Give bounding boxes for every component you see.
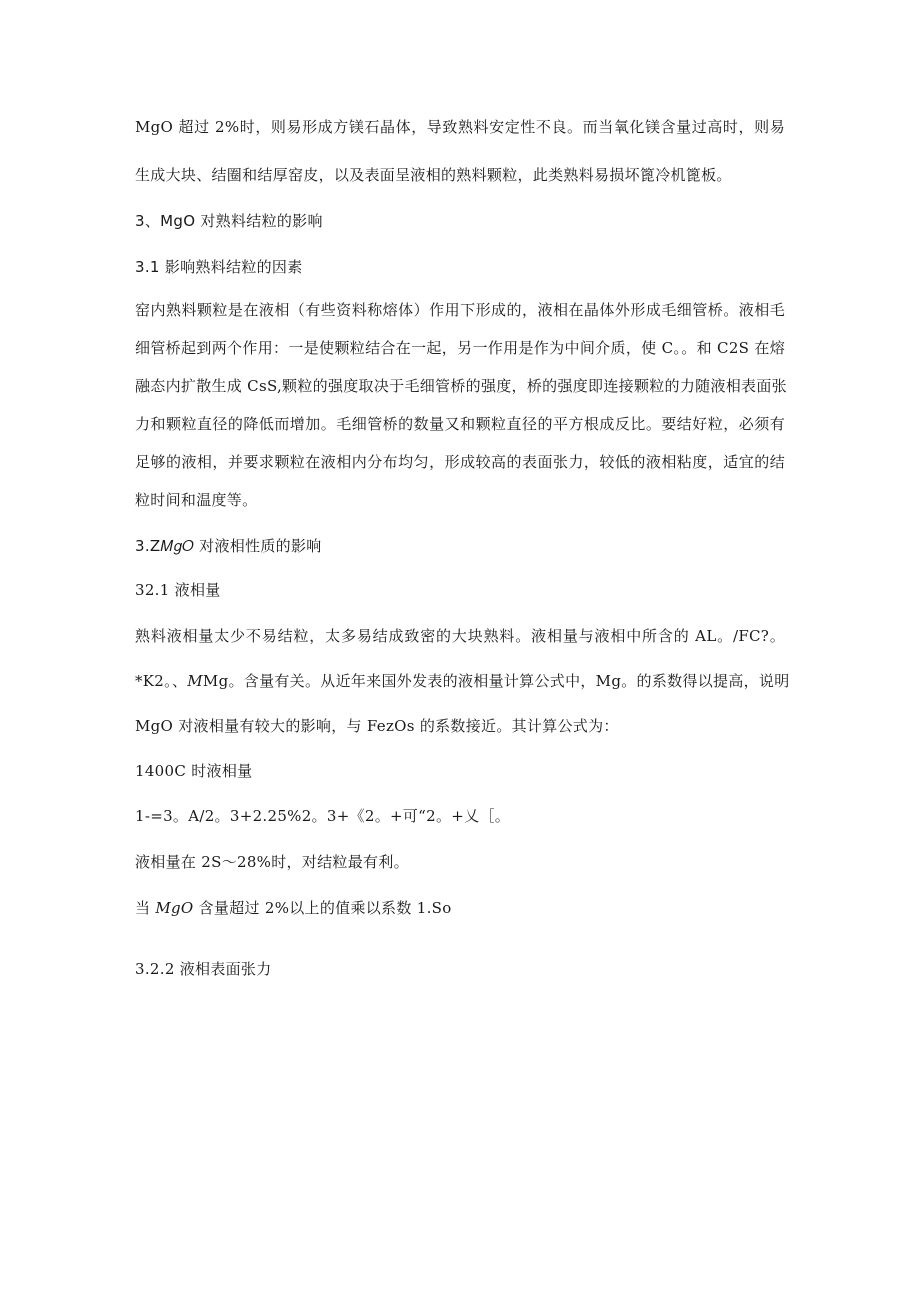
paragraph-line: 粒时间和温度等。 — [135, 491, 258, 509]
paragraph-line: 融态内扩散生成 CsS,颗粒的强度取决于毛细管桥的强度，桥的强度即连接颗粒的力随液相表面张 — [135, 377, 787, 395]
paragraph-line: 1400C 时液相量 — [135, 762, 253, 780]
paragraph-line: 足够的液相，并要求颗粒在液相内分布均匀，形成较高的表面张力，较低的液相粘度，适宜的结 — [135, 453, 785, 471]
paragraph-line: *K2。、𝑀Mg。含量有关。从近年来国外发表的液相量计算公式中，Mg。的系数得以提高，说明 — [135, 672, 790, 690]
paragraph-line: MgO 超过 2%时，则易形成方镁石晶体，导致熟料安定性不良。而当氧化镁含量过高时，则易 — [135, 118, 785, 136]
paragraph-line: 细管桥起到两个作用：一是使颗粒结合在一起，另一作用是作为中间介质，使 C。。和 C2S 在熔 — [135, 339, 785, 357]
subsection-heading: 3.Z𝑀𝑔𝑂 对液相性质的影响 — [135, 537, 322, 555]
paragraph-line: 熟料液相量太少不易结粒，太多易结成致密的大块熟料。液相量与液相中所含的 AL。/FC?。 — [135, 627, 785, 645]
paragraph-line: 当 𝑀𝑔𝑂 含量超过 2%以上的值乘以系数 1.So — [135, 899, 452, 917]
section-heading: 3、MgO 对熟料结粒的影响 — [135, 212, 323, 230]
paragraph-line: 生成大块、结圈和结厚窑皮，以及表面呈液相的熟料颗粒，此类熟料易损坏篦冷机篦板。 — [135, 166, 732, 184]
paragraph-line: 力和颗粒直径的降低而增加。毛细管桥的数量又和颗粒直径的平方根成反比。要结好粒，必须有 — [135, 415, 785, 433]
paragraph-line: 窑内熟料颗粒是在液相（有些资料称熔体）作用下形成的，液相在晶体外形成毛细管桥。液相毛 — [135, 301, 785, 319]
paragraph-line: 液相量在 2S〜28%时，对结粒最有利。 — [135, 853, 409, 871]
paragraph-line: MgO 对液相量有较大的影响，与 FezOs 的系数接近。其计算公式为： — [135, 717, 619, 735]
subsection-heading: 32.1 液相量 — [135, 581, 221, 599]
subsection-heading: 3.2.2 液相表面张力 — [135, 960, 272, 978]
formula-line: 1-=3。A/2。3+2.25%2。3+《2。+可“2。+乂［。 — [135, 807, 511, 825]
subsection-heading: 3.1 影响熟料结粒的因素 — [135, 258, 303, 276]
